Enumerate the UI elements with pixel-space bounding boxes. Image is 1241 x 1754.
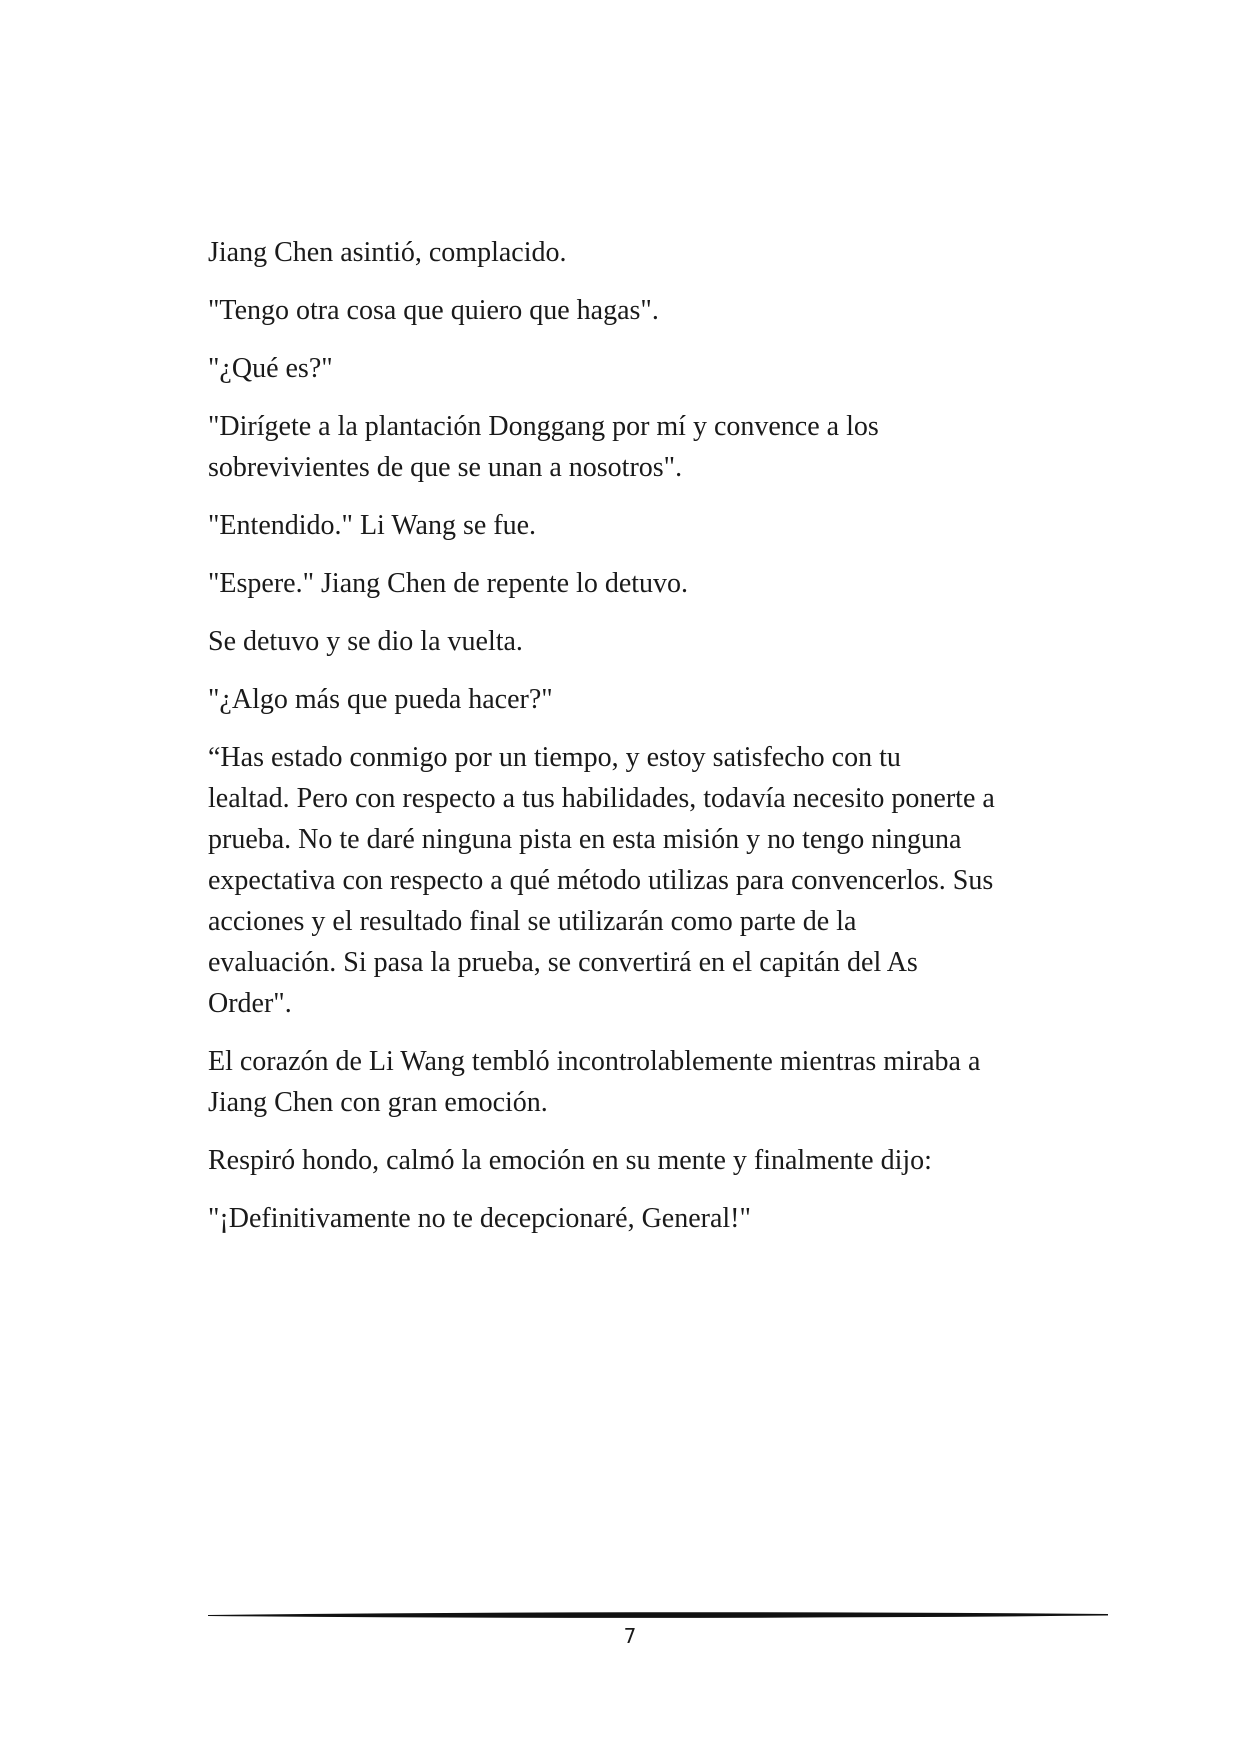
footer-divider [208, 1610, 1108, 1620]
text-body [208, 232, 1078, 1256]
paragraph [208, 505, 1078, 546]
text-line: Se detuvo y se dio la vuelta. [208, 626, 523, 657]
text-line: sobrevivientes de que se unan a nosotros". [208, 452, 683, 483]
text-line: “Has estado conmigo por un tiempo, y estoy satisfecho con tu [208, 742, 901, 773]
text-line: "Tengo otra cosa que quiero que hagas". [208, 295, 659, 326]
text-line: lealtad. Pero con respecto a tus habilidades, todavía necesito ponerte a [208, 783, 995, 814]
text-line: Jiang Chen asintió, complacido. [208, 237, 567, 268]
paragraph [208, 737, 1078, 1024]
text-line: acciones y el resultado final se utilizarán como parte de la [208, 906, 857, 937]
paragraph [208, 1140, 1078, 1181]
text-line: expectativa con respecto a qué método utilizas para convencerlos. Sus [208, 865, 994, 896]
text-line: "Dirígete a la plantación Donggang por mí y convence a los [208, 411, 879, 442]
paragraph [208, 621, 1078, 662]
paragraph [208, 406, 1078, 488]
paragraph [208, 1041, 1078, 1123]
paragraph [208, 563, 1078, 604]
text-line: Order". [208, 988, 292, 1019]
text-line: "¡Definitivamente no te decepcionaré, General!" [208, 1203, 751, 1234]
text-line: "¿Algo más que pueda hacer?" [208, 684, 553, 715]
paragraph [208, 679, 1078, 720]
text-line: "Espere." Jiang Chen de repente lo detuvo. [208, 568, 689, 599]
text-line: Jiang Chen con gran emoción. [208, 1087, 548, 1118]
text-line: "Entendido." Li Wang se fue. [208, 510, 537, 541]
text-line: "¿Qué es?" [208, 353, 333, 384]
text-line: Respiró hondo, calmó la emoción en su mente y finalmente dijo: [208, 1145, 932, 1176]
paragraph [208, 1198, 1078, 1239]
paragraph [208, 348, 1078, 389]
paragraph [208, 232, 1078, 273]
text-line: El corazón de Li Wang tembló incontrolablemente mientras miraba a [208, 1046, 981, 1077]
paragraph [208, 290, 1078, 331]
text-line: prueba. No te daré ninguna pista en esta misión y no tengo ninguna [208, 824, 962, 855]
text-line: evaluación. Si pasa la prueba, se convertirá en el capitán del As [208, 947, 918, 978]
page-number: 7 [623, 1624, 637, 1648]
